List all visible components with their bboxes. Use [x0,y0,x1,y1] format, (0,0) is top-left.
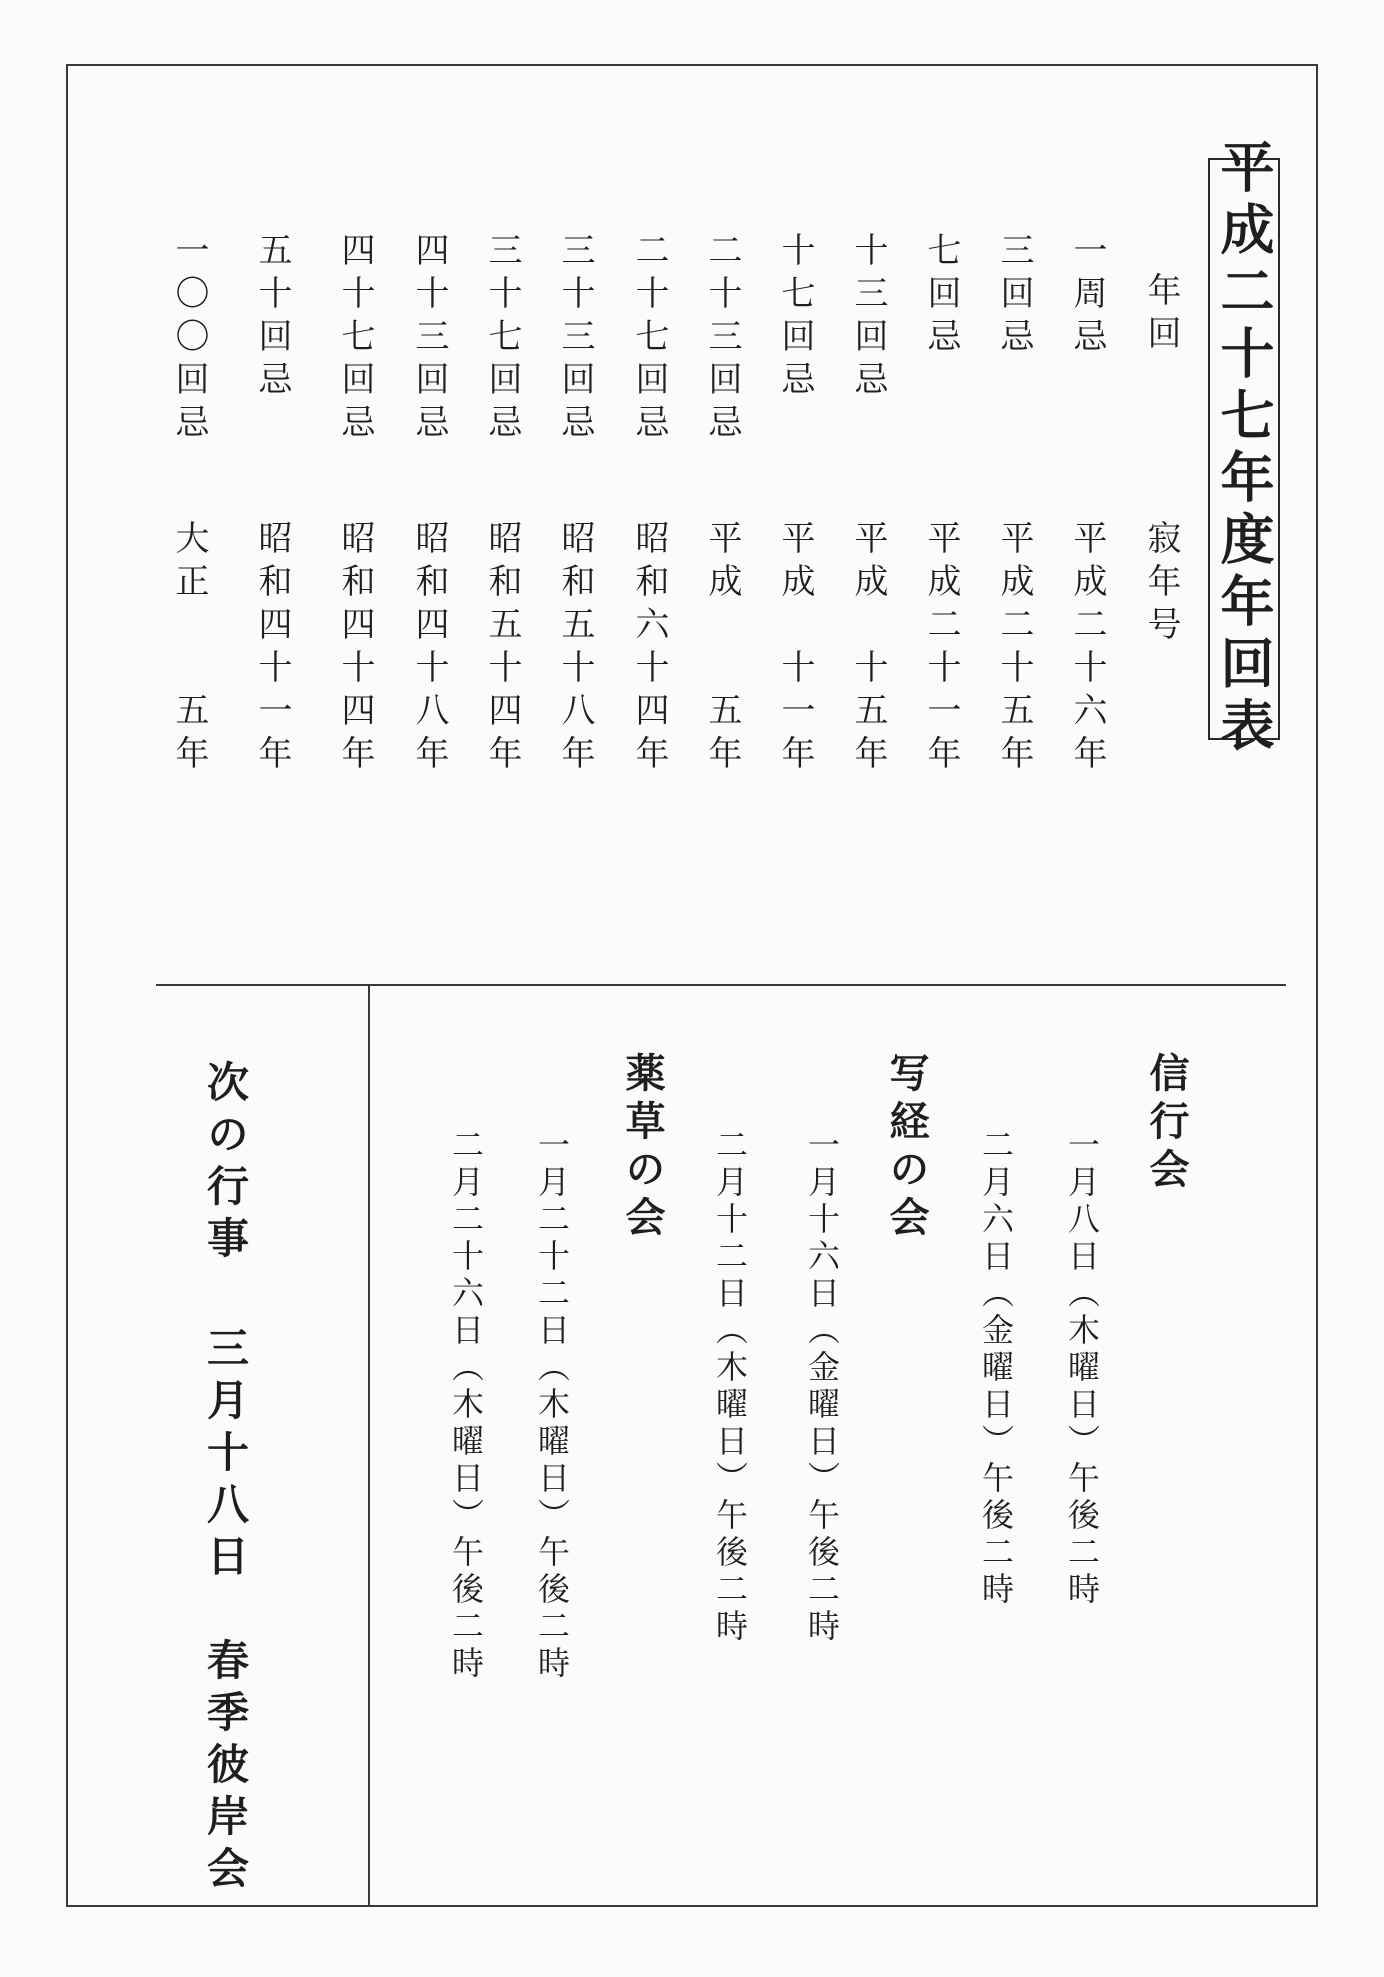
event-heading-shakyo: 写経の会 [883,1052,930,1244]
kaiki-cell: 四十七回忌 [335,232,375,447]
era-cell: 平成二十六年 [1067,520,1107,778]
next-event-detail: 三月十八日 春季彼岸会 [201,1326,250,1898]
kaiki-cell: 二十七回忌 [629,232,669,447]
era-cell: 平成二十五年 [994,520,1034,778]
kaiki-cell: 十三回忌 [848,232,888,404]
kaiki-cell: 三十三回忌 [555,232,595,447]
era-cell: 平成 十五年 [848,520,888,778]
kaiki-cell: 五十回忌 [252,232,292,404]
kaiki-cell: 一周忌 [1067,232,1107,361]
header-era: 寂年号 [1141,520,1181,649]
era-cell: 平成 五年 [702,520,742,778]
page-title: 平成二十七年度年回表 [1212,139,1276,759]
vertical-divider [368,984,370,1907]
era-cell: 昭和四十八年 [409,520,449,778]
era-cell: 昭和五十四年 [482,520,522,778]
horizontal-divider [156,984,1286,986]
kaiki-cell: 三十七回忌 [482,232,522,447]
era-cell: 昭和四十一年 [252,520,292,778]
era-cell: 昭和六十四年 [629,520,669,778]
kaiki-cell: 四十三回忌 [409,232,449,447]
era-cell: 平成 十一年 [775,520,815,778]
kaiki-cell: 十七回忌 [775,232,815,404]
event-date: 一月二十二日（木曜日）午後二時 [533,1128,571,1683]
era-cell: 昭和四十四年 [335,520,375,778]
era-cell: 大正 五年 [169,520,209,778]
kaiki-cell: 一〇〇回忌 [169,232,209,447]
kaiki-cell: 二十三回忌 [702,232,742,447]
event-date: 一月八日（木曜日）午後二時 [1063,1128,1101,1609]
title-box [1208,139,1280,759]
event-date: 一月十六日（金曜日）午後二時 [803,1128,841,1646]
era-cell: 昭和五十八年 [555,520,595,778]
next-event-label: 次の行事 [201,1060,250,1268]
event-date: 二月二十六日（木曜日）午後二時 [447,1128,485,1683]
kaiki-cell: 七回忌 [921,232,961,361]
event-date: 二月六日（金曜日）午後二時 [977,1128,1015,1609]
era-cell: 平成二十一年 [921,520,961,778]
kaiki-cell: 三回忌 [994,232,1034,361]
event-heading-yakuso: 薬草の会 [619,1052,666,1244]
header-kaiki: 年回 [1141,272,1181,358]
event-date: 二月十二日（木曜日）午後二時 [711,1128,749,1646]
event-heading-shingyokai: 信行会 [1143,1052,1190,1196]
